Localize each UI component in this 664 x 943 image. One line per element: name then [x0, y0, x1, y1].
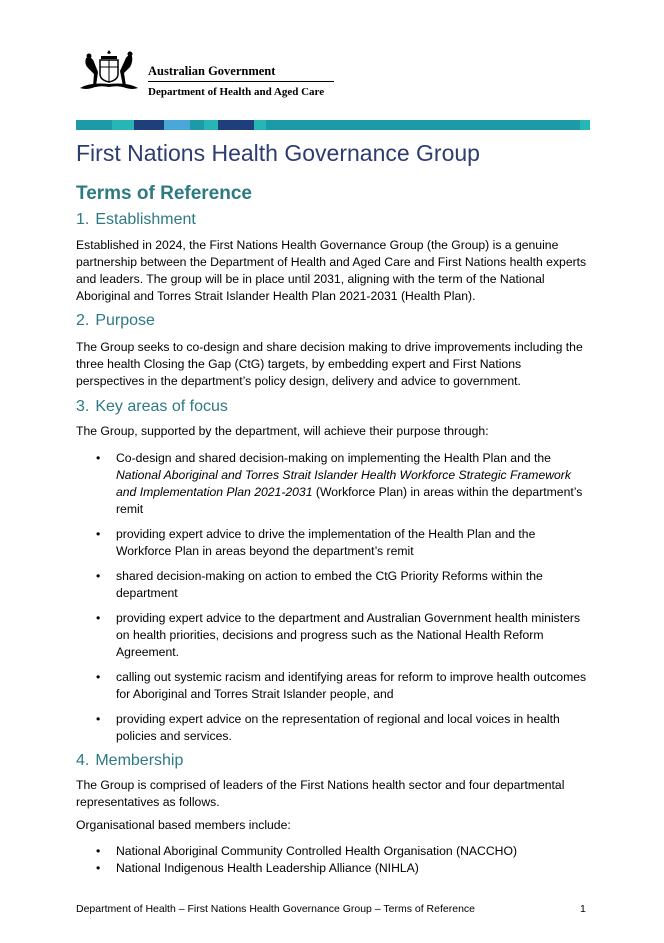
band-segment — [254, 120, 266, 130]
section-heading-establishment — [76, 210, 590, 230]
membership-list — [76, 843, 590, 877]
section-heading-purpose — [76, 311, 590, 331]
band-segment — [112, 120, 134, 130]
focus-item-text: Co-design and shared decision-making on implementing the Health Plan and the — [116, 451, 551, 465]
band-segment — [164, 120, 190, 130]
membership-text: The Group is comprised of leaders of the First Nations health sector and four departmental representatives as follows. — [76, 778, 565, 809]
focus-list — [76, 450, 590, 745]
coat-of-arms-logo — [76, 50, 142, 92]
list-item — [76, 568, 590, 602]
framework-title: National Aboriginal and Torres Strait Islander Health Workforce Strategic Framework and Implementation Plan 2021-2031 — [116, 468, 571, 499]
page-number: 1 — [580, 903, 586, 915]
footer-text: Department of Health – First Nations Health Governance Group – Terms of Reference — [76, 903, 475, 915]
focus-item-text: calling out systemic racism and identifying areas for reform to improve health outcomes for Aboriginal and Torres Strait Islander people, and — [116, 670, 587, 701]
membership-org-intro: Organisational based members include: — [76, 818, 291, 832]
band-segment — [76, 120, 112, 130]
focus-item-text: providing expert advice on the representation of regional and local voices in health policies and services. — [116, 712, 560, 743]
focus-item-text: providing expert advice to the department and Australian Government health ministers on health priorities, decisions and progress such as the National Health Reform Agreement. — [116, 611, 581, 659]
government-name: Australian Government — [148, 64, 276, 78]
section-number: 2. — [76, 312, 90, 329]
band-segment — [580, 120, 590, 130]
list-item — [76, 669, 590, 703]
header-divider — [148, 81, 334, 82]
section-number: 4. — [76, 752, 90, 769]
focus-item-text: (Workforce Plan) in areas within the department’s remit — [116, 485, 583, 516]
page-title: First Nations Health Governance Group — [76, 140, 480, 166]
purpose-text: The Group seeks to co-design and share decision making to drive improvements including the three health Closing the Gap (CtG) targets, by embedding expert and First Nations perspectives in the department’s policy design, delivery and advice to government. — [76, 340, 583, 388]
list-item — [76, 843, 590, 860]
list-item — [76, 450, 590, 518]
list-item — [76, 526, 590, 560]
establishment-text: Established in 2024, the First Nations Health Governance Group (the Group) is a genuine partnership between the Department of Health and Aged Care and First Nations health experts and leaders. The group will be in place until 2031, aligning with the term of the National Aboriginal and Torres Strait Islander Health Plan 2021-2031 (Health Plan). — [76, 238, 587, 303]
color-band — [76, 120, 590, 130]
band-segment — [190, 120, 204, 130]
section-heading-membership — [76, 751, 590, 771]
section-title: Key areas of focus — [95, 398, 228, 415]
list-item — [76, 860, 590, 877]
section-number: 3. — [76, 398, 90, 415]
list-item — [76, 610, 590, 661]
document-subtitle: Terms of Reference — [76, 183, 252, 204]
section-title: Purpose — [95, 312, 155, 329]
focus-intro: The Group, supported by the department, will achieve their purpose through: — [76, 424, 489, 438]
document-body — [76, 210, 590, 877]
band-segment — [204, 120, 218, 130]
section-number: 1. — [76, 211, 90, 228]
department-name: Department of Health and Aged Care — [148, 86, 325, 98]
member-org: National Indigenous Health Leadership Alliance (NIHLA) — [116, 861, 419, 875]
list-item — [76, 711, 590, 745]
focus-item-text: providing expert advice to drive the implementation of the Health Plan and the Workforce Plan in areas beyond the department’s remit — [116, 527, 536, 558]
band-segment — [134, 120, 164, 130]
band-segment — [266, 120, 580, 130]
section-title: Membership — [95, 752, 184, 769]
focus-item-text: shared decision-making on action to embed the CtG Priority Reforms within the department — [116, 569, 543, 600]
section-heading-focus — [76, 397, 590, 417]
section-title: Establishment — [95, 211, 196, 228]
member-org: National Aboriginal Community Controlled Health Organisation (NACCHO) — [116, 844, 518, 858]
band-segment — [218, 120, 254, 130]
